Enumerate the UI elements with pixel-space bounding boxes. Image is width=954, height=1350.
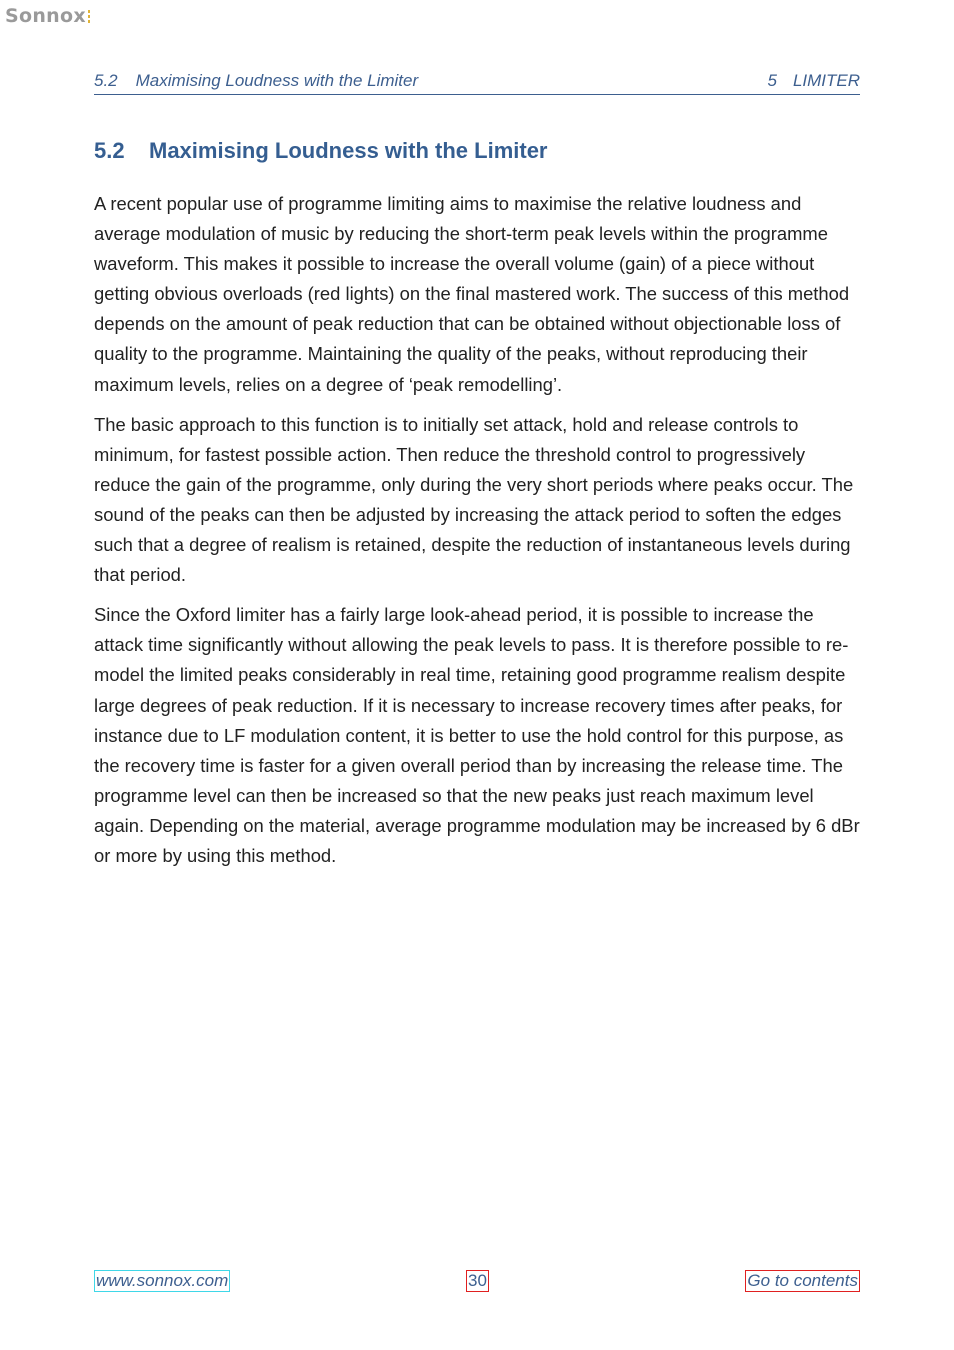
section-heading [94, 138, 548, 164]
paragraph: The basic approach to this function is to initially set attack, hold and release controls to minimum, for fastest possible action. Then reduce the threshold control to progressively reduce the gain of the programme, only during the very short periods where peaks occur. The sound of the peaks can then be adjusted by increasing the attack period to soften the edges such that a degree of realism is retained, despite the reduction of instantaneous levels during that period. [94, 413, 854, 586]
page-footer [94, 1270, 860, 1294]
section-number: 5.2 [94, 138, 125, 163]
header-section-title: Maximising Loudness with the Limiter [135, 71, 419, 90]
header-chapter-number: 5 [767, 71, 777, 90]
header-section-label [94, 71, 418, 91]
sonnox-logo [5, 5, 90, 27]
logo-text: Sonnox [5, 5, 86, 27]
header-chapter-label [767, 71, 860, 91]
running-header [94, 70, 860, 95]
section-title: Maximising Loudness with the Limiter [149, 138, 548, 163]
go-to-contents-link[interactable]: Go to contents [747, 1271, 858, 1290]
header-chapter-title: LIMITER [792, 71, 860, 90]
paragraph: Since the Oxford limiter has a fairly large look-ahead period, it is possible to increase the attack time significantly without allowing the peak levels to pass. It is therefore possible to re-model the limited peaks considerably in real time, retaining good programme realism despite large degrees of peak reduction. If it is necessary to increase recovery times after peaks, for instance due to LF modulation content, it is better to use the hold control for this purpose, as the recovery time is faster for a given overall period than by increasing the release time. The programme level can then be increased so that the new peaks just reach maximum level again. Depending on the material, average programme modulation may be increased by 6 dBr or more by using this method. [94, 604, 860, 866]
paragraph: A recent popular use of programme limiting aims to maximise the relative loudness and average modulation of music by reducing the short-term peak levels within the programme waveform. This makes it possible to increase the overall volume (gain) of a piece without getting obvious overloads (red lights) on the final mastered work. The success of this method depends on the amount of peak reduction that can be obtained without objectionable loss of quality to the programme. Maintaining the quality of the peaks, without reproducing their maximum levels, relies on a degree of ‘peak remodelling’. [94, 193, 850, 395]
page-number-link[interactable]: 30 [468, 1271, 487, 1290]
header-section-number: 5.2 [94, 71, 118, 90]
sonnox-dots-icon [88, 10, 90, 23]
body-text [94, 189, 864, 881]
website-link[interactable]: www.sonnox.com [96, 1271, 229, 1290]
